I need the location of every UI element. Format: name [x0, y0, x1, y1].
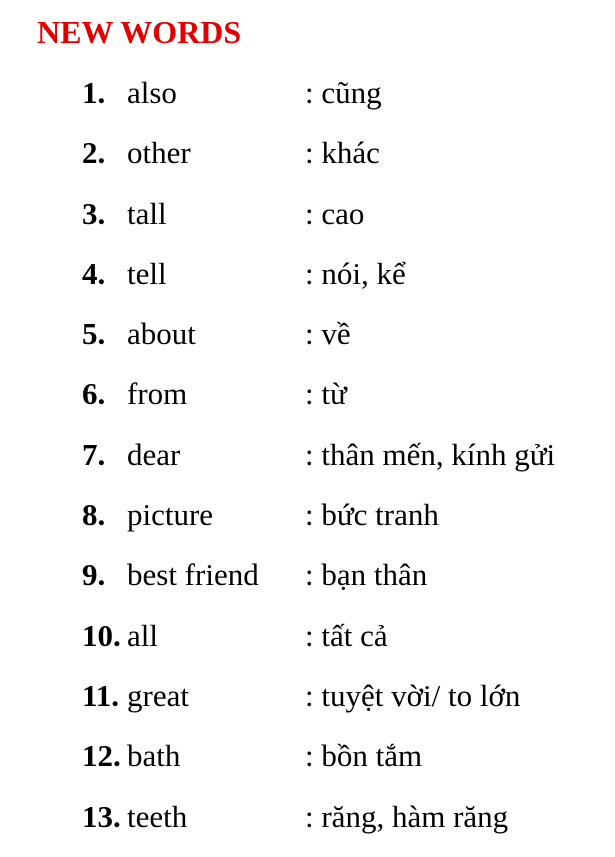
item-word: tell — [127, 255, 167, 291]
item-number: 12. — [82, 738, 121, 774]
item-word: dear — [127, 436, 181, 472]
list-item — [0, 73, 615, 133]
item-number: 8. — [82, 497, 106, 533]
list-item — [0, 797, 615, 857]
item-meaning: : từ — [305, 376, 347, 412]
item-number: 3. — [82, 195, 106, 231]
item-meaning: : về — [305, 316, 351, 352]
item-meaning: : thân mến, kính gửi — [305, 436, 556, 472]
item-meaning: : bạn thân — [305, 557, 428, 593]
list-item — [0, 133, 615, 193]
item-number: 9. — [82, 557, 106, 593]
item-number: 10. — [82, 617, 121, 653]
page-title: NEW WORDS — [37, 14, 242, 50]
item-number: 7. — [82, 436, 106, 472]
item-number: 11. — [82, 677, 120, 713]
item-word: bath — [127, 738, 181, 774]
item-word: teeth — [127, 798, 188, 834]
item-number: 4. — [82, 255, 106, 291]
item-word: other — [127, 135, 191, 171]
item-word: about — [127, 316, 196, 352]
list-item — [0, 495, 615, 555]
item-number: 13. — [82, 798, 121, 834]
item-meaning: : khác — [305, 135, 380, 171]
list-item — [0, 314, 615, 374]
item-meaning: : nói, kể — [305, 255, 406, 291]
item-number: 1. — [82, 75, 106, 110]
item-meaning: : cao — [305, 195, 365, 231]
item-meaning: : răng, hàm răng — [305, 798, 509, 834]
item-meaning: : tất cả — [305, 617, 388, 653]
item-meaning: : bức tranh — [305, 497, 439, 533]
vocab-list — [0, 73, 615, 857]
item-meaning: : tuyệt vời/ to lớn — [305, 677, 521, 713]
item-number: 5. — [82, 316, 106, 352]
item-meaning: : cũng — [305, 75, 382, 110]
list-item — [0, 555, 615, 615]
item-word: also — [127, 75, 177, 110]
item-meaning: : bồn tắm — [305, 738, 423, 774]
item-word: from — [127, 376, 188, 412]
item-word: tall — [127, 195, 167, 231]
item-word: great — [127, 677, 189, 713]
list-item — [0, 254, 615, 314]
list-item — [0, 374, 615, 434]
item-word: all — [127, 617, 158, 653]
list-item — [0, 616, 615, 676]
item-number: 6. — [82, 376, 106, 412]
list-item — [0, 676, 615, 736]
item-word: best friend — [127, 557, 259, 593]
item-word: picture — [127, 497, 214, 533]
item-number: 2. — [82, 135, 106, 171]
list-item — [0, 736, 615, 796]
list-item — [0, 435, 615, 495]
list-item — [0, 194, 615, 254]
